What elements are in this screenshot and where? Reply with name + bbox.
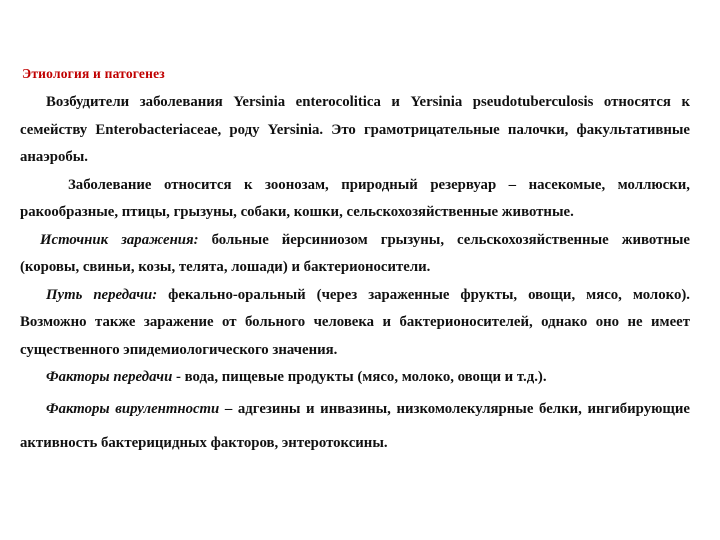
body-text bbox=[20, 89, 690, 460]
paragraph-transmission-route bbox=[20, 282, 690, 365]
virulence-factors-text: – адгезины и инвазины, низкомолекулярные белки, ингибирующие активность бактерицидных факторов, энтеротоксины. bbox=[20, 400, 690, 451]
paragraph-pathogens: Возбудители заболевания Yersinia enterocolitica и Yersinia pseudotuberculosis относятся к семейству Enterobacteriaceae, роду Yersinia. Это грамотрицательные палочки, факультативные анаэробы. bbox=[20, 94, 690, 165]
paragraph-virulence-factors bbox=[20, 392, 690, 460]
transmission-factors-text: - вода, пищевые продукты (мясо, молоко, овощи и т.д.). bbox=[172, 369, 547, 385]
term-transmission-factors: Факторы передачи bbox=[46, 369, 173, 385]
paragraph-transmission-factors bbox=[20, 364, 690, 392]
term-transmission-route: Путь передачи: bbox=[46, 286, 158, 303]
term-virulence-factors: Факторы вирулентности bbox=[46, 400, 220, 417]
paragraph-infection-source bbox=[20, 227, 690, 282]
paragraph-zoonosis: Заболевание относится к зоонозам, природный резервуар – насекомые, моллюски, ракообразные, птицы, грызуны, собаки, кошки, сельскохозяйственные животные. bbox=[20, 176, 690, 220]
term-infection-source: Источник заражения: bbox=[40, 231, 199, 248]
section-title: Этиология и патогенез bbox=[22, 66, 165, 81]
infection-source-text: больные йерсиниозом грызуны, сельскохозяйственные животные (коровы, свиньи, козы, телята, лошади) и бактерионосители. bbox=[20, 231, 690, 275]
transmission-route-text: фекально-оральный (через зараженные фрукты, овощи, мясо, молоко). Возможно также заражение от больного человека и бактерионосителей, однако оно не имеет существенного эпидемиологического значения. bbox=[20, 286, 690, 358]
